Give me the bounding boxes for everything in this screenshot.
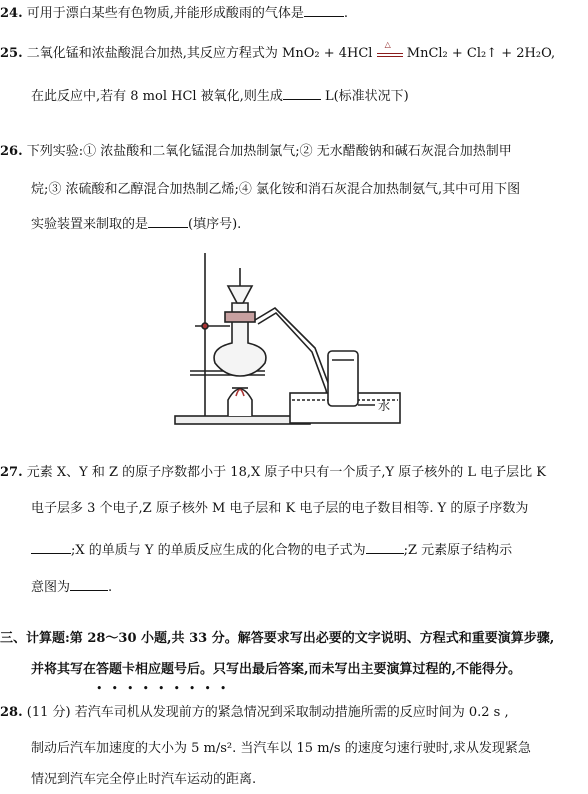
answer-blank[interactable] (283, 87, 321, 100)
answer-blank[interactable] (70, 578, 108, 591)
section-3-instructions: 三、计算题:第 28～30 小题,共 33 分。解答要求写出必要的文字说明、方程式和重要演算步骤, (0, 631, 555, 646)
question-26-line3: 实验装置来制取的是 (填序号). (31, 217, 242, 232)
section-3-instructions-line2: 并将其写在答题卡相应题号后。只写出最后答案,而未写出主要演算过程的,不能得分。 (31, 662, 522, 677)
apparatus-figure (170, 248, 420, 433)
stopper (225, 312, 255, 322)
question-28-line2: 制动后汽车加速度的大小为 5 m/s². 当汽车以 15 m/s 的速度匀速行驶时,求从发现紧急 (31, 741, 531, 756)
water-label: 水 (378, 399, 391, 413)
answer-blank[interactable] (31, 541, 71, 554)
question-number: 25. (0, 46, 23, 61)
question-26-line2: 烷;③ 浓硫酸和乙醇混合加热制乙烯;④ 氯化铵和消石灰混合加热制氨气,其中可用下图 (31, 182, 521, 197)
answer-blank[interactable] (148, 215, 188, 228)
question-text: 二氧化锰和浓盐酸混合加热,其反应方程式为 (26, 46, 278, 61)
equation-rhs: MnCl₂ + Cl₂↑ + 2H₂O, (406, 46, 556, 61)
question-24: 24. 可用于漂白某些有色物质,并能形成酸雨的气体是 . (0, 6, 349, 21)
question-number: 28. (0, 705, 23, 720)
answer-blank[interactable] (366, 541, 404, 554)
dropping-funnel (228, 286, 252, 303)
question-number: 26. (0, 144, 23, 159)
question-number: 24. (0, 6, 23, 21)
question-28: 28. (11 分) 若汽车司机从发现前方的紧急情况到采取制动措施所需的反应时间为 0.2 s , (0, 705, 509, 720)
question-number: 27. (0, 465, 23, 480)
question-27-line2: 电子层多 3 个电子,Z 原子核外 M 电子层和 K 电子层的电子数目相等. Y 的原子序数为 (31, 501, 529, 516)
question-25-line2: 在此反应中,若有 8 mol HCl 被氧化,则生成 L(标准状况下) (31, 89, 409, 104)
answer-blank[interactable] (304, 4, 344, 17)
emphasis-dots: ••••••••• (96, 682, 236, 695)
alcohol-lamp (228, 389, 252, 416)
equation-lhs: MnO₂ + 4HCl (282, 46, 373, 61)
question-28-line3: 情况到汽车完全停止时汽车运动的距离. (31, 772, 257, 787)
question-27: 27. 元素 X、Y 和 Z 的原子序数都小于 18,X 原子中只有一个质子,Y 原子核外的 L 电子层比 K (0, 465, 546, 480)
question-26: 26. 下列实验:① 浓盐酸和二氧化锰混合加热制氯气;② 无水醋酸钠和碱石灰混合加热制甲 (0, 144, 512, 159)
question-27-line4: 意图为 . (31, 580, 113, 595)
reaction-arrow (377, 40, 403, 57)
question-text: 可用于漂白某些有色物质,并能形成酸雨的气体是 (26, 6, 304, 21)
question-27-line3: ;X 的单质与 Y 的单质反应生成的化合物的电子式为 ;Z 元素原子结构示 (31, 541, 512, 559)
heat-condition: △ (384, 40, 391, 49)
question-25 (0, 40, 556, 62)
